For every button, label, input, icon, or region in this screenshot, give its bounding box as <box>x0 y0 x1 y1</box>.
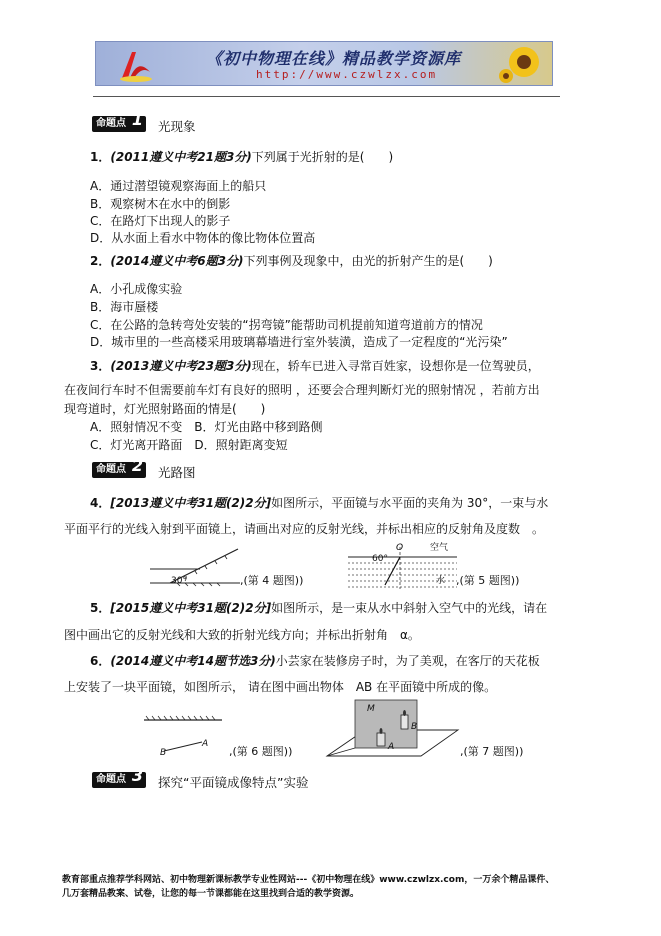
figure-5-angle-label: 60° <box>372 554 388 564</box>
figure-5-caption: ,(第 5 题图)) <box>456 574 520 587</box>
header-rule <box>93 96 560 97</box>
question-6-stem: 6．(2014遵义中考14题节选3分)小芸家在装修房子时，为了美观，在客厅的天花板 <box>90 654 540 668</box>
figure-5-label-air: 空气 <box>430 543 449 553</box>
question-4-line-2: 平面平行的光线入射到平面镜上，请画出对应的反射光线，并标出相应的反射角及度数 。 <box>64 522 545 536</box>
question-2-stem: 2．(2014遵义中考6题3分)下列事例及现象中，由光的折射产生的是( ) <box>90 254 493 268</box>
header-banner <box>95 41 553 86</box>
question-1-option-a: A．通过潜望镜观察海面上的船只 <box>90 179 267 193</box>
figure-6-diagram <box>140 712 230 760</box>
question-1-option-b: B．观察树木在水中的倒影 <box>90 197 231 211</box>
figure-5-label-o: O <box>396 543 404 553</box>
banner-url[interactable]: http://www.czwlzx.com <box>256 68 438 81</box>
figure-6-label-b: B <box>160 748 167 758</box>
question-1-option-c: C．在路灯下出现人的影子 <box>90 214 231 228</box>
figure-7-caption: ,(第 7 题图)) <box>460 745 524 758</box>
question-3-options-cd: C．灯光离开路面 D．照射距离变短 <box>90 438 288 452</box>
section-title-3: 探究“平面镜成像特点”实验 <box>158 775 309 790</box>
figure-7-label-b: B <box>411 722 418 732</box>
section-badge-3: 命题点 3 <box>92 772 146 788</box>
figure-4-diagram <box>145 545 245 590</box>
question-2-option-c: C．在公路的急转弯处安装的“拐弯镜”能帮助司机提前知道弯道前方的情况 <box>90 318 483 332</box>
logo-icon <box>118 48 154 82</box>
footer-line-2: 几万套精品教案、试卷，让您的每一节课都能在这里找到合适的教学资源。 <box>62 889 360 899</box>
question-3-options-ab: A．照射情况不变 B．灯光由路中移到路侧 <box>90 420 323 434</box>
figure-4-angle-label: 30° <box>171 576 187 586</box>
question-5-stem: 5．[2015遵义中考31题(2)2分]如图所示，是一束从水中斜射入空气中的光线，请在 <box>90 601 548 615</box>
figure-5-label-water: 水 <box>436 576 446 586</box>
section-title-2: 光路图 <box>158 465 196 480</box>
question-4-stem: 4．[2013遵义中考31题(2)2分]如图所示，平面镜与水平面的夹角为 30°，一束与水 <box>90 496 549 510</box>
section-badge-2: 命题点 2 <box>92 462 146 478</box>
question-1-option-d: D．从水面上看水中物体的像比物体位置高 <box>90 231 316 245</box>
section-title-1: 光现象 <box>158 119 196 134</box>
question-3-line-3: 现弯道时，灯光照射路面的情是( ) <box>64 402 266 416</box>
figure-7-diagram <box>325 698 460 764</box>
figure-7-label-m: M <box>367 704 375 714</box>
question-3-line-2: 在夜间行车时不但需要前车灯有良好的照明 ，还要会合理判断灯光的照射情况 ，若前方出 <box>64 383 540 397</box>
figure-6-caption: ,(第 6 题图)) <box>229 745 293 758</box>
footer-line-1: 教育部重点推荐学科网站、初中物理新课标教学专业性网站---《初中物理在线》www.czwlzx.com，一万余个精品课件、 <box>62 875 555 885</box>
question-5-line-2: 图中画出它的反射光线和大致的折射光线方向；并标出折射角 α。 <box>64 628 420 642</box>
figure-6-label-a: A <box>202 739 209 749</box>
section-badge-1: 命题点 1 <box>92 116 146 132</box>
banner-title: 《初中物理在线》精品教学资源库 <box>206 49 462 68</box>
question-6-line-2: 上安装了一块平面镜，如图所示， 请在图中画出物体 AB 在平面镜中所成的像。 <box>64 680 497 694</box>
question-3-stem: 3．(2013遵义中考23题3分)现在，轿车已进入寻常百姓家，设想你是一位驾驶员， <box>90 359 540 373</box>
sunflower-icon <box>498 44 546 84</box>
question-2-option-b: B．海市蜃楼 <box>90 300 159 314</box>
figure-4-caption: ,(第 4 题图)) <box>240 574 304 587</box>
question-1-stem: 1．(2011遵义中考21题3分)下列属于光折射的是( ) <box>90 150 394 164</box>
question-2-option-d: D．城市里的一些高楼采用玻璃幕墙进行室外装潢，造成了一定程度的“光污染” <box>90 335 508 349</box>
figure-7-label-a: A <box>388 742 395 752</box>
question-2-option-a: A．小孔成像实验 <box>90 282 183 296</box>
